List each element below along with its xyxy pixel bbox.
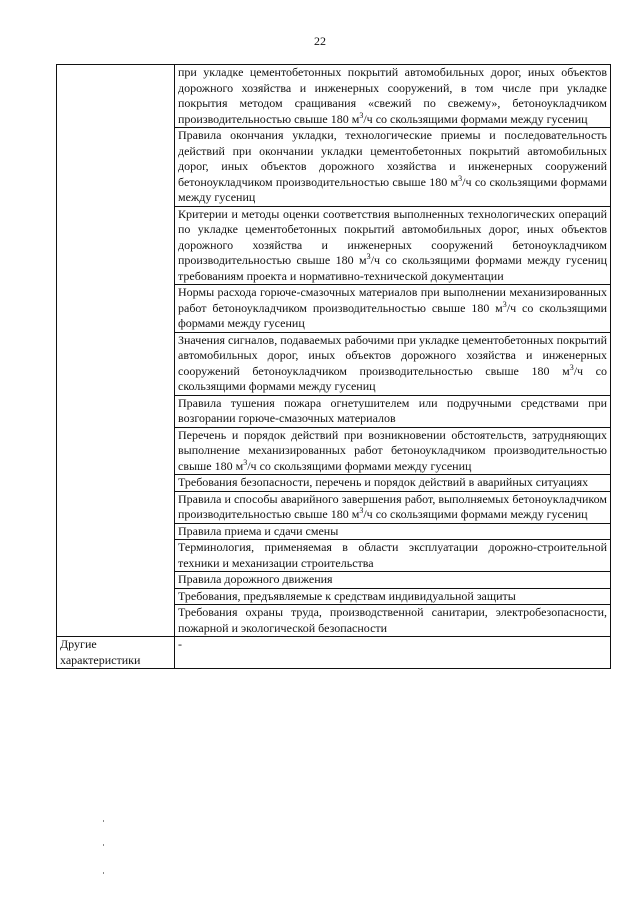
requirement-cell: Терминология, применяемая в области эксплуатации дорожно-строительной техники и механизации строительства (175, 540, 611, 572)
scan-speck (103, 844, 104, 846)
other-characteristics-value: - (175, 637, 611, 669)
requirement-cell: Правила окончания укладки, технологические приемы и последовательность действий при окончании укладки цементобетонных покрытий автомобильных дорог, иных объектов дорожного хозяйства и инженерных сооружений бетоноукладчиком производительностью свыше 180 $м^3/ч$ со скользящими формами между гусениц (175, 128, 611, 207)
scan-specks (103, 820, 105, 880)
requirement-cell: Требования, предъявляемые к средствам индивидуальной защиты (175, 588, 611, 605)
requirement-cell: Значения сигналов, подаваемых рабочими при укладке цементобетонных покрытий автомобильных дорог, иных объектов дорожного хозяйства и инженерных сооружений бетоноукладчиком производительностью свыше 180 $м^3/ч$ со скользящими формами между гусениц (175, 332, 611, 395)
page-number: 22 (314, 34, 326, 48)
requirement-cell: Критерии и методы оценки соответствия выполненных технологических операций по укладке цементобетонных покрытий автомобильных дорог, иных объектов дорожного хозяйства и инженерных сооружений бетоноукладчиком производительностью свыше 180 $м^3/ч$ со скользящими формами между гусениц требованиям проекта и нормативно-технической документации (175, 206, 611, 285)
table-row-other (57, 637, 611, 669)
requirement-cell: при укладке цементобетонных покрытий автомобильных дорог, иных объектов дорожного хозяйства и инженерных сооружений, в том числе при укладке покрытия методом сращивания «свежий по свежему», бетоноукладчиком производительностью свыше 180 $м^3/ч$ со скользящими формами между гусениц (175, 65, 611, 128)
requirements-table (56, 64, 611, 669)
row-label-cell (57, 65, 175, 637)
table-row (57, 65, 611, 128)
other-characteristics-label: Другие характеристики (57, 637, 175, 669)
requirement-cell: Требования охраны труда, производственной санитарии, электробезопасности, пожарной и экологической безопасности (175, 605, 611, 637)
requirement-cell: Правила приема и сдачи смены (175, 523, 611, 540)
requirement-cell: Правила и способы аварийного завершения работ, выполняемых бетоноукладчиком производительностью свыше 180 $м^3/ч$ со скользящими формами между гусениц (175, 491, 611, 523)
scan-speck (103, 872, 104, 874)
requirement-cell: Перечень и порядок действий при возникновении обстоятельств, затрудняющих выполнение механизированных работ бетоноукладчиком производительностью свыше 180 $м^3/ч$ со скользящими формами между гусениц (175, 427, 611, 475)
requirement-cell: Правила дорожного движения (175, 572, 611, 589)
scan-speck (103, 820, 104, 822)
requirement-cell: Правила тушения пожара огнетушителем или подручными средствами при возгорании горюче-смазочных материалов (175, 395, 611, 427)
requirement-cell: Требования безопасности, перечень и порядок действий в аварийных ситуациях (175, 475, 611, 492)
requirement-cell: Нормы расхода горюче-смазочных материалов при выполнении механизированных работ бетоноукладчиком производительностью свыше 180 $м^3/ч$ со скользящими формами между гусениц (175, 285, 611, 333)
